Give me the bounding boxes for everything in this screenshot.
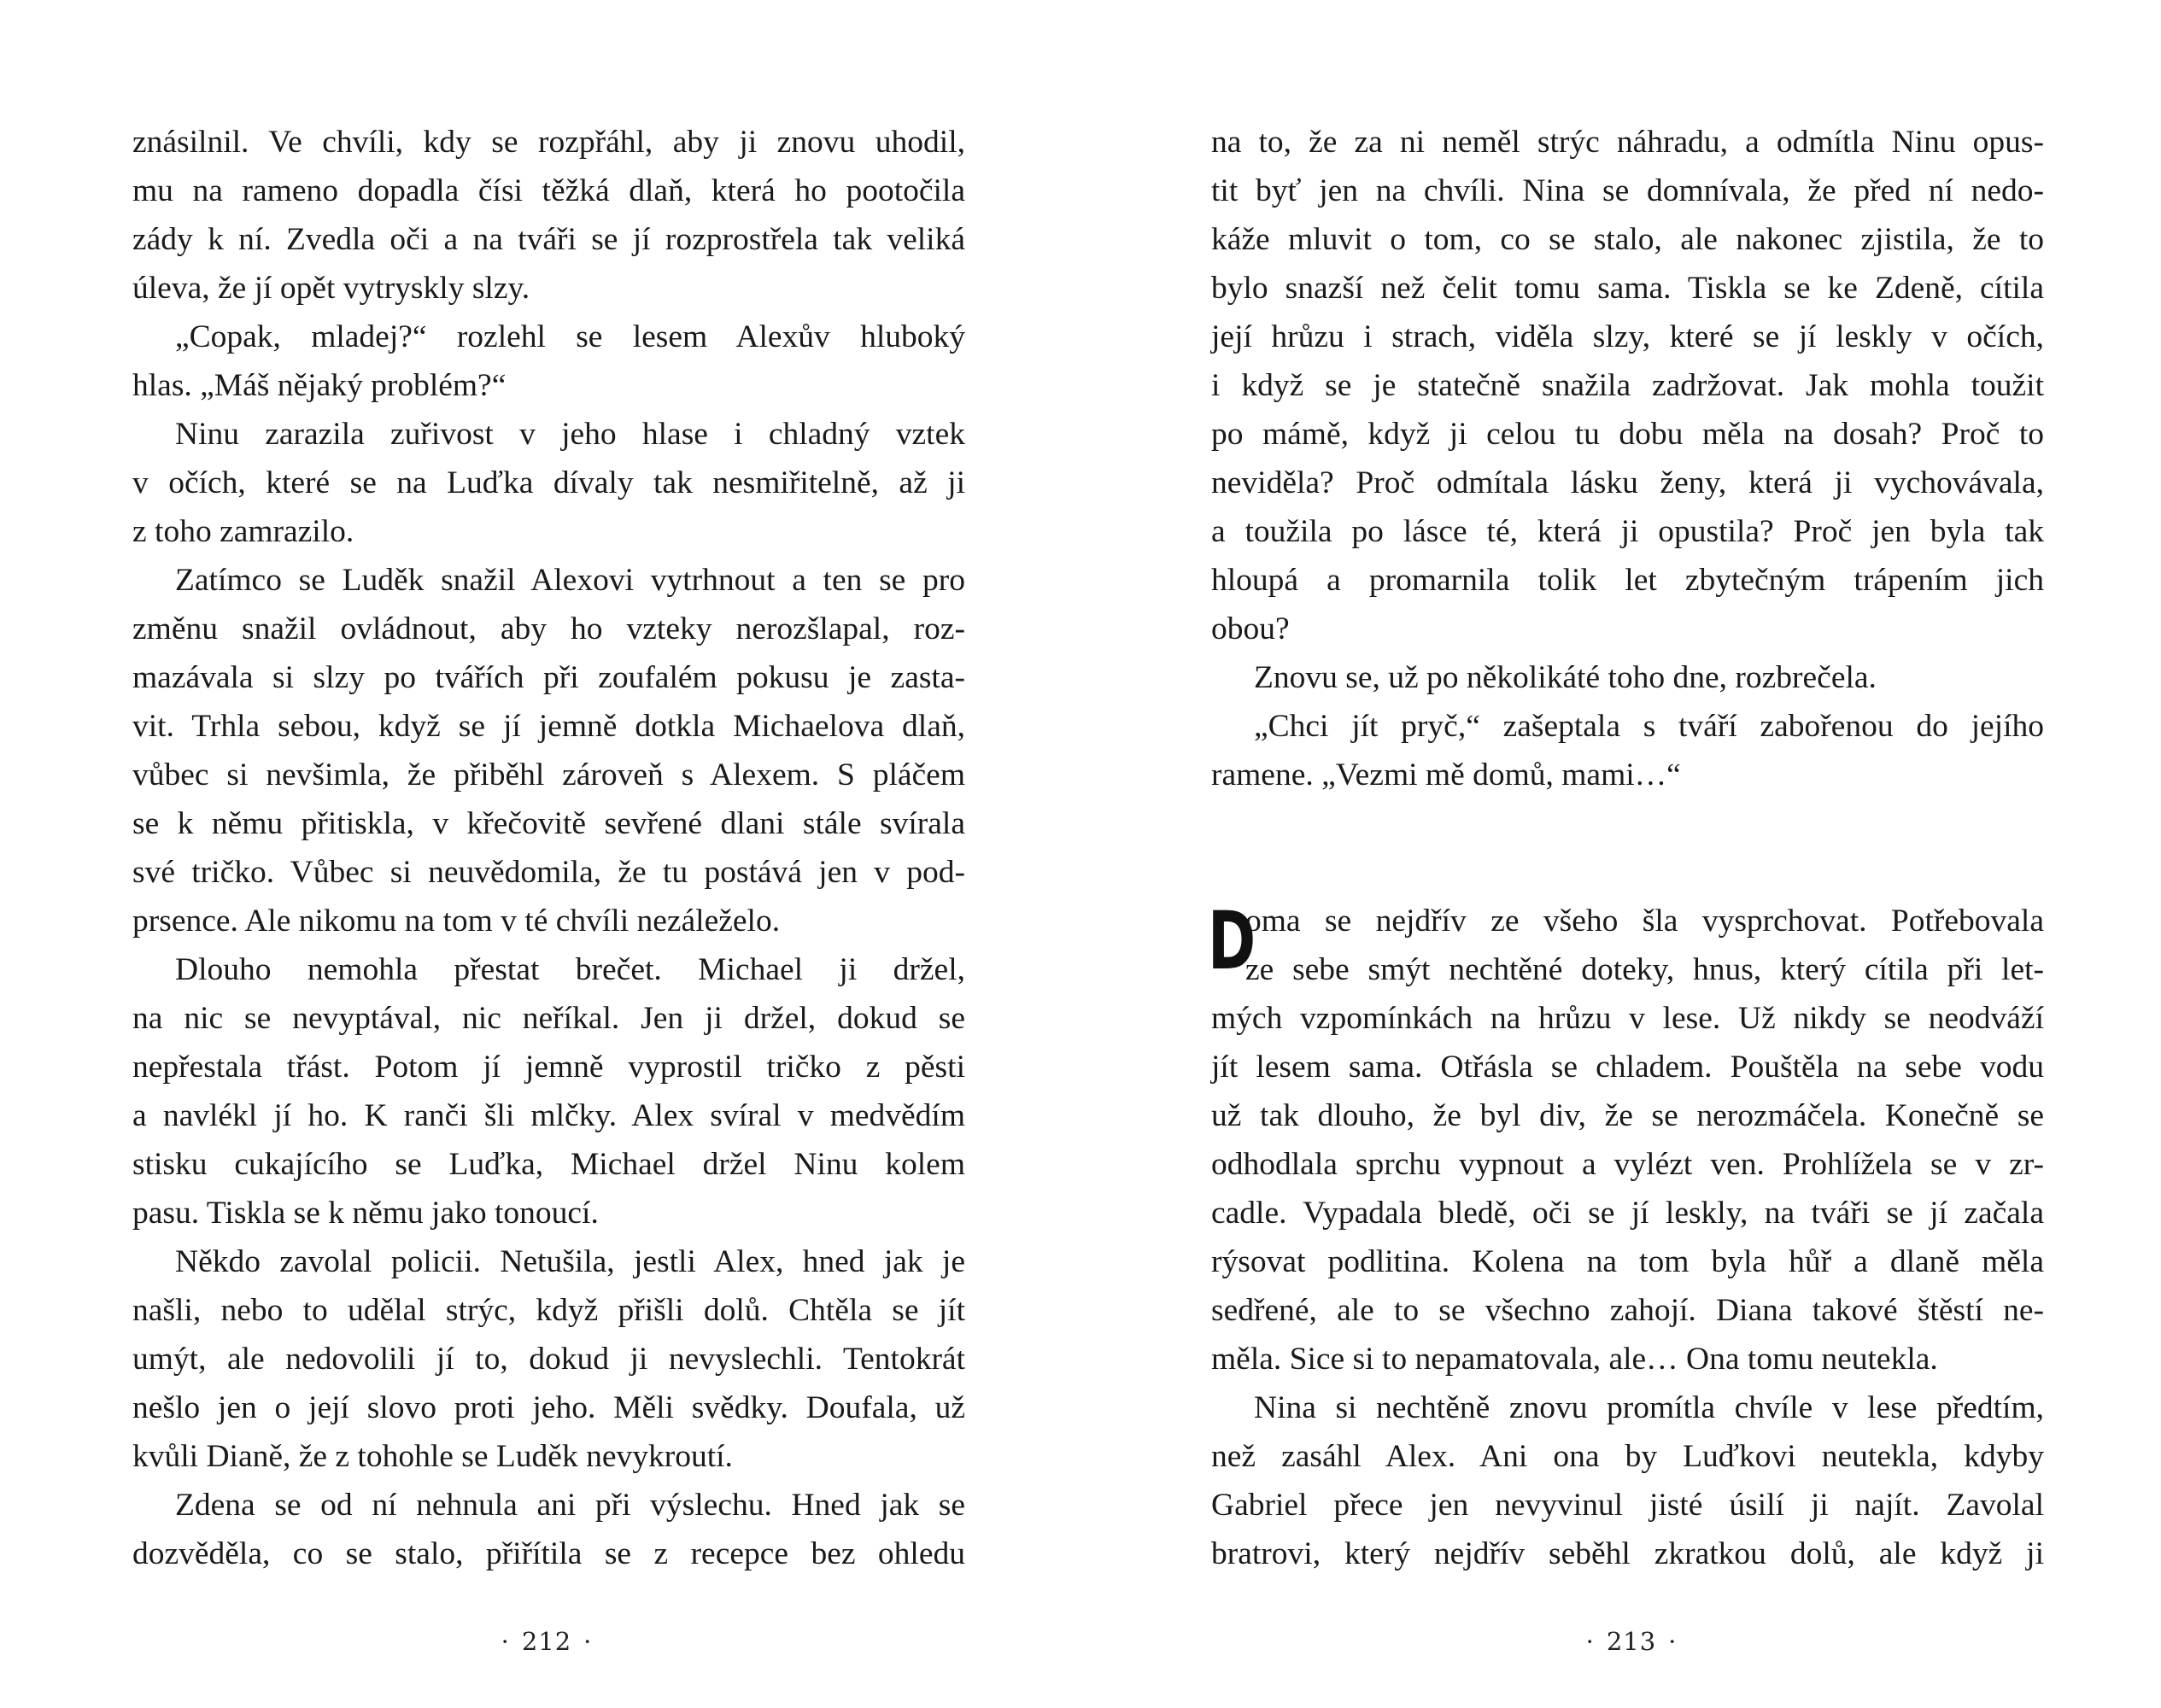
text-line: umýt, ale nedovolili jí to, dokud ji nevyslechli. Tentokrát	[132, 1342, 965, 1377]
text-line: vůbec si nevšimla, že přiběhl zároveň s Alexem. S pláčem	[132, 757, 965, 793]
folio-dot: ·	[1668, 1627, 1678, 1656]
text-line: obou?	[1211, 611, 1290, 646]
text-line: našli, nebo to udělal strýc, když přišli dolů. Chtěla se jít	[132, 1293, 965, 1328]
text-line: hloupá a promarnila tolik let zbytečným trápením jich	[1211, 563, 2044, 598]
text-line: Zdena se od ní nehnula ani při výslechu. Hned jak se	[175, 1488, 965, 1523]
text-line: své tričko. Vůbec si neuvědomila, že tu postává jen v pod-	[132, 855, 965, 890]
text-line: po mámě, když ji celou tu dobu měla na dosah? Proč to	[1211, 417, 2044, 452]
text-line: než zasáhl Alex. Ani ona by Luďkovi neutekla, kdyby	[1211, 1439, 2044, 1474]
text-line: bratrovi, který nejdřív seběhl zkratkou dolů, ale když ji	[1211, 1536, 2044, 1571]
text-line: z toho zamrazilo.	[132, 514, 354, 549]
text-line: prsence. Ale nikomu na tom v té chvíli nezáleželo.	[132, 904, 781, 939]
page-number-left	[419, 1627, 675, 1656]
text-line: neviděla? Proč odmítala lásku ženy, která ji vychovávala,	[1211, 465, 2044, 500]
text-line: Dlouho nemohla přestat brečet. Michael ji držel,	[175, 952, 965, 987]
folio-dot: ·	[583, 1627, 593, 1656]
folio-number: 212	[521, 1627, 572, 1656]
text-line: na to, že za ni neměl strýc náhradu, a odmítla Ninu opus-	[1211, 125, 2044, 160]
text-line: rýsovat podlitina. Kolena na tom byla hůř a dlaně měla	[1211, 1244, 2044, 1279]
text-line: Nina si nechtěně znovu promítla chvíle v lese předtím,	[1254, 1390, 2044, 1425]
text-line: „Copak, mladej?“ rozlehl se lesem Alexův hluboký	[175, 319, 965, 354]
text-line: jít lesem sama. Otřásla se chladem. Pouštěla na sebe vodu	[1211, 1050, 2044, 1085]
text-line: znásilnil. Ve chvíli, kdy se rozpřáhl, aby ji znovu uhodil,	[132, 125, 965, 160]
drop-cap-letter: D	[1208, 895, 1256, 988]
text-line: vit. Trhla sebou, když se jí jemně dotkla Michaelova dlaň,	[132, 709, 965, 744]
text-line: v očích, které se na Luďka dívaly tak nesmiřitelně, až ji	[132, 465, 965, 500]
text-line: i když se je statečně snažila zadržovat. Jak mohla toužit	[1211, 368, 2044, 403]
text-line: sedřené, ale to se všechno zahojí. Diana takové štěstí ne-	[1211, 1293, 2044, 1328]
text-line: Znovu se, už po několikáté toho dne, rozbrečela.	[1254, 660, 1877, 695]
text-line: ze sebe smýt nechtěné doteky, hnus, který cítila při let-	[1245, 952, 2044, 987]
text-line: úleva, že jí opět vytryskly slzy.	[132, 271, 530, 306]
text-line: a toužila po lásce té, která ji opustila? Proč jen byla tak	[1211, 514, 2044, 549]
text-line: na nic se nevyptával, nic neříkal. Jen ji držel, dokud se	[132, 1001, 965, 1036]
text-line: se k němu přitiskla, v křečovitě sevřené dlani stále svírala	[132, 806, 965, 841]
text-line: nešlo jen o její slovo proti jeho. Měli svědky. Doufala, už	[132, 1390, 965, 1425]
text-line: dozvěděla, co se stalo, přiřítila se z recepce bez ohledu	[132, 1536, 965, 1571]
text-line: pasu. Tiskla se k němu jako tonoucí.	[132, 1196, 599, 1231]
text-line: mazávala si slzy po tvářích při zoufalém pokusu je zasta-	[132, 660, 965, 695]
text-line: a navlékl jí ho. K ranči šli mlčky. Alex svíral v medvědím	[132, 1098, 965, 1133]
left-page	[132, 118, 965, 1578]
text-line: Ninu zarazila zuřivost v jeho hlase i chladný vztek	[175, 417, 965, 452]
text-line: bylo snazší než čelit tomu sama. Tiskla se ke Zdeně, cítila	[1211, 271, 2044, 306]
text-line: už tak dlouho, že byl div, že se nerozmáčela. Konečně se	[1211, 1098, 2044, 1133]
right-page	[1208, 118, 2044, 1578]
text-line: káže mluvit o tom, co se stalo, ale nakonec zjistila, že to	[1211, 222, 2044, 257]
folio-dot: ·	[1585, 1627, 1595, 1656]
text-line: stisku cukajícího se Luďka, Michael držel Ninu kolem	[132, 1147, 965, 1182]
text-line: měla. Sice si to nepamatovala, ale… Ona tomu neutekla.	[1211, 1342, 1938, 1377]
folio-number: 213	[1606, 1627, 1657, 1656]
text-line: nepřestala třást. Potom jí jemně vyprostil tričko z pěsti	[132, 1050, 965, 1085]
text-line: mu na rameno dopadla čísi těžká dlaň, která ho pootočila	[132, 173, 965, 208]
text-line: Někdo zavolal policii. Netušila, jestli Alex, hned jak je	[175, 1244, 965, 1279]
text-line: její hrůzu i strach, viděla slzy, které se jí leskly v očích,	[1211, 319, 2044, 354]
text-line: Zatímco se Luděk snažil Alexovi vytrhnout a ten se pro	[175, 563, 965, 598]
text-line: oma se nejdřív ze všeho šla vysprchovat. Potřebovala	[1245, 904, 2044, 939]
text-line: mých vzpomínkách na hrůzu v lese. Už nikdy se neodváží	[1211, 1001, 2044, 1036]
text-line: tit byť jen na chvíli. Nina se domnívala, že před ní nedo-	[1211, 173, 2044, 208]
text-line: „Chci jít pryč,“ zašeptala s tváří zabořenou do jejího	[1254, 709, 2044, 744]
text-line: změnu snažil ovládnout, aby ho vzteky nerozšlapal, roz-	[132, 611, 965, 646]
text-line: kvůli Dianě, že z tohohle se Luděk nevykroutí.	[132, 1439, 733, 1474]
text-line: cadle. Vypadala bledě, oči se jí leskly, na tváři se jí začala	[1211, 1196, 2044, 1231]
dropcap-paragraph	[1208, 895, 2044, 1578]
text-line: odhodlala sprchu vypnout a vylézt ven. Prohlížela se v zr-	[1211, 1147, 2044, 1182]
page-number-right	[1503, 1627, 1760, 1656]
text-line: zády k ní. Zvedla oči a na tváři se jí rozprostřela tak veliká	[132, 222, 965, 257]
section-break	[1211, 799, 2044, 897]
folio-dot: ·	[501, 1627, 510, 1656]
text-line: Gabriel přece jen nevyvinul jisté úsilí ji najít. Zavolal	[1211, 1488, 2044, 1523]
text-line: hlas. „Máš nějaký problém?“	[132, 368, 507, 403]
text-line: ramene. „Vezmi mě domů, mami…“	[1211, 757, 1681, 793]
